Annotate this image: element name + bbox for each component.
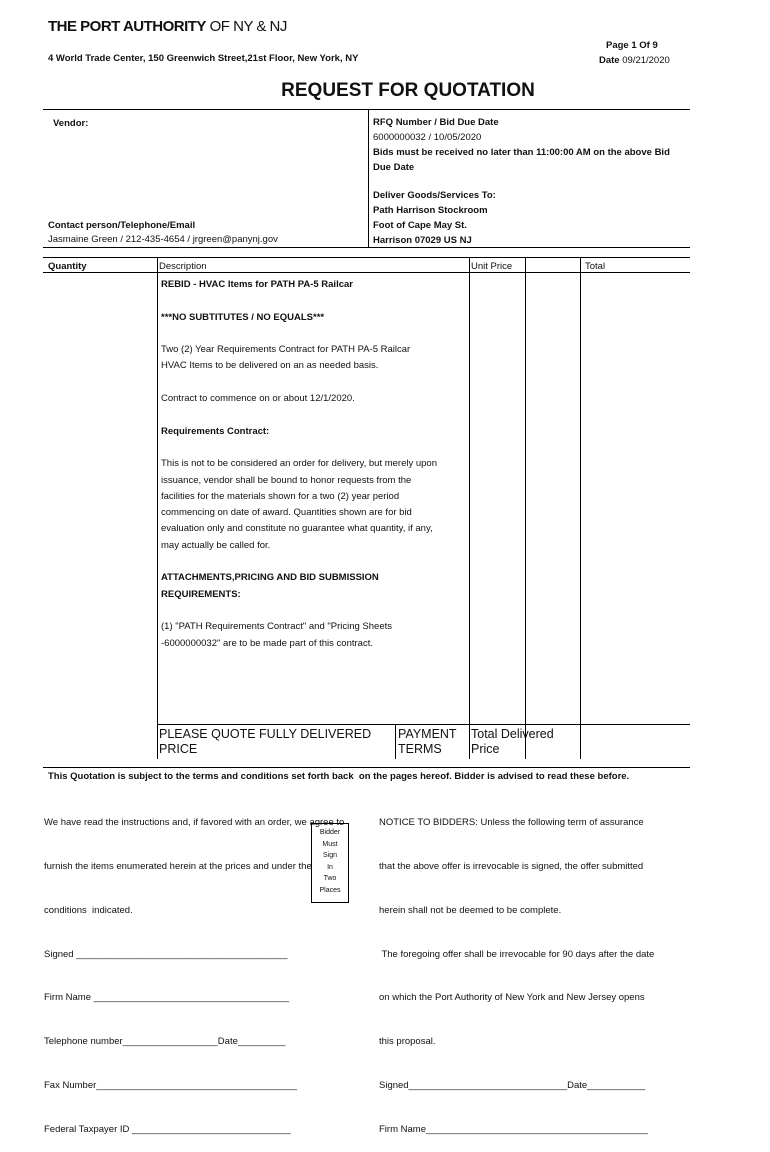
logo-light-text: OF NY & NJ — [209, 18, 287, 35]
quote-line1: PLEASE QUOTE FULLY DELIVERED — [159, 727, 372, 741]
port-authority-logo — [48, 18, 287, 35]
desc-text: facilities for the materials shown for a two (2) year period — [161, 490, 400, 502]
agreement-text: We have read the instructions and, if favored with an order, we agree to — [44, 817, 345, 829]
col-divider — [395, 725, 396, 759]
col-divider — [525, 257, 526, 759]
attachments-heading: ATTACHMENTS,PRICING AND BID SUBMISSION — [161, 572, 379, 584]
logo-bold-text: THE PORT AUTHORITY — [48, 18, 206, 35]
bidder-agreement — [44, 787, 344, 1152]
telephone-date-field[interactable]: Telephone number__________________Date_________ — [44, 1036, 286, 1048]
page-number: Page 1 Of 9 — [606, 40, 658, 51]
notice-firm-name-field[interactable]: Firm Name__________________________________________ — [379, 1123, 648, 1135]
fax-field[interactable]: Fax Number______________________________________ — [44, 1079, 298, 1091]
deliver-label: Deliver Goods/Services To: — [373, 190, 496, 201]
desc-text: Contract to commence on or about 12/1/2020. — [161, 393, 355, 405]
notice-text: on which the Port Authority of New York and New Jersey opens — [379, 992, 645, 1004]
notice-text: NOTICE TO BIDDERS: Unless the following term of assurance — [379, 817, 644, 829]
terms-notice: This Quotation is subject to the terms and conditions set forth back on the pages hereof. Bidder is advised to read these before. — [48, 771, 630, 782]
signed-field[interactable]: Signed ________________________________________ — [44, 948, 288, 960]
divider — [43, 109, 690, 110]
deliver-line2: Foot of Cape May St. — [373, 220, 467, 231]
item-description — [161, 277, 437, 652]
bidder-must-sign-box — [311, 823, 349, 903]
no-substitutes-line: ***NO SUBTITUTES / NO EQUALS*** — [161, 311, 325, 323]
col-quantity-header: Quantity — [48, 261, 87, 272]
desc-text: (1) "PATH Requirements Contract" and "Pricing Sheets — [161, 621, 392, 633]
col-divider — [469, 257, 470, 759]
deliver-block — [373, 188, 496, 248]
firm-name-field[interactable]: Firm Name _____________________________________ — [44, 992, 290, 1004]
notice-text: herein shall not be deemed to be complete. — [379, 904, 562, 916]
page-title: REQUEST FOR QUOTATION — [281, 80, 535, 101]
agreement-text: conditions indicated. — [44, 904, 133, 916]
desc-text: -6000000032" are to be made part of this contract. — [161, 637, 373, 649]
desc-text: evaluation only and constitute no guarantee what quantity, if any, — [161, 523, 433, 535]
requirements-heading: Requirements Contract: — [161, 425, 270, 437]
col-description-header: Description — [159, 261, 207, 272]
notice-text: this proposal. — [379, 1036, 436, 1048]
deliver-line1: Path Harrison Stockroom — [373, 205, 488, 216]
date-line — [599, 55, 670, 66]
col-divider — [157, 257, 158, 759]
col-unit-price-header: Unit Price — [471, 261, 513, 272]
box-text: Two — [323, 875, 337, 882]
total-line2: Price — [471, 742, 500, 756]
taxpayer-id-field[interactable]: Federal Taxpayer ID ______________________________ — [44, 1123, 291, 1135]
rfq-label: RFQ Number / Bid Due Date — [373, 117, 499, 128]
notice-to-bidders — [379, 787, 654, 1152]
col-total-header: Total — [585, 261, 606, 272]
notice-text: that the above offer is irrevocable is signed, the offer submitted — [379, 860, 644, 872]
table-header-border — [43, 272, 690, 273]
col-divider — [580, 257, 581, 759]
quote-line2: PRICE — [159, 742, 198, 756]
deliver-line3: Harrison 07029 US NJ — [373, 235, 472, 246]
quote-delivered-label — [159, 727, 371, 757]
desc-text: issuance, vendor shall be bound to honor requests from the — [161, 474, 412, 486]
notice-signed-field[interactable]: Signed______________________________Date___________ — [379, 1079, 646, 1091]
desc-text: HVAC Items to be delivered on an as needed basis. — [161, 360, 379, 372]
divider — [43, 767, 690, 768]
contact-label: Contact person/Telephone/Email — [48, 220, 196, 231]
box-text: Bidder — [319, 829, 341, 836]
payment-line2: TERMS — [398, 742, 442, 756]
date-value: 09/21/2020 — [622, 55, 670, 66]
divider — [43, 247, 690, 248]
payment-terms-label — [398, 727, 457, 757]
desc-text: Two (2) Year Requirements Contract for PATH PA-5 Railcar — [161, 344, 411, 356]
rfq-value: 6000000032 / 10/05/2020 — [373, 132, 482, 143]
vendor-label: Vendor: — [53, 118, 89, 129]
bids-deadline-line1: Bids must be received no later than 11:00:00 AM on the above Bid — [373, 147, 670, 158]
attachments-heading: REQUIREMENTS: — [161, 588, 241, 600]
table-top-border — [43, 257, 690, 258]
box-text: Must — [322, 840, 338, 848]
agreement-text: furnish the items enumerated herein at the prices and under the — [44, 860, 312, 872]
contact-value: Jasmaine Green / 212-435-4654 / jrgreen@panynj.gov — [48, 234, 278, 245]
desc-text: commencing on date of award. Quantities shown are for bid — [161, 507, 412, 519]
notice-text: The foregoing offer shall be irrevocable for 90 days after the date — [379, 948, 655, 960]
rebid-line: REBID - HVAC Items for PATH PA-5 Railcar — [161, 279, 353, 290]
desc-text: This is not to be considered an order for delivery, but merely upon — [161, 458, 437, 470]
box-text: In — [327, 863, 333, 871]
bids-deadline-line2: Due Date — [373, 162, 415, 173]
box-text: Sign — [322, 852, 337, 859]
divider — [368, 110, 369, 247]
date-label: Date — [599, 55, 620, 66]
rfq-block — [373, 115, 670, 175]
total-delivered-price-label — [471, 727, 554, 757]
address: 4 World Trade Center, 150 Greenwich Street,21st Floor, New York, NY — [48, 53, 359, 64]
payment-line1: PAYMENT — [398, 727, 457, 741]
desc-text: may actually be called for. — [161, 539, 271, 551]
box-text: Places — [319, 886, 341, 894]
table-footer-border — [157, 724, 690, 725]
total-line1: Total Delivered — [471, 727, 554, 741]
